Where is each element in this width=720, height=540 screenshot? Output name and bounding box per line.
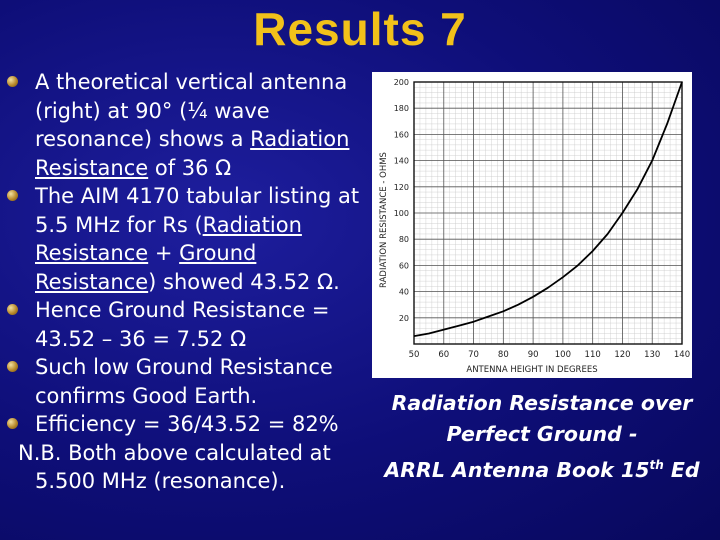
caption-line <box>372 450 712 486</box>
bullet-underlined-text: Radiation Resistance <box>35 127 350 180</box>
y-tick-label: 120 <box>393 182 409 192</box>
footnote-line: N.B. Both above calculated at <box>18 440 331 465</box>
x-tick-label: 70 <box>468 350 479 360</box>
bullet-item <box>0 296 370 353</box>
bullet-icon <box>7 304 18 315</box>
bullet-text: + <box>148 241 180 265</box>
bullet-item <box>0 353 370 410</box>
caption-superscript: th <box>649 458 664 472</box>
bullet-item <box>0 68 370 182</box>
y-tick-label: 60 <box>398 261 409 271</box>
x-tick-label: 90 <box>527 350 539 360</box>
bullet-text: ) showed 43.52 Ω. <box>148 269 340 294</box>
y-tick-label: 100 <box>393 209 409 218</box>
series-line <box>414 82 682 336</box>
x-tick-label: 140 <box>673 350 691 360</box>
y-tick-label: 20 <box>398 313 409 323</box>
caption-line: Radiation Resistance over <box>391 391 693 415</box>
radiation-resistance-chart <box>372 72 692 378</box>
caption-line: Perfect Ground - <box>446 422 638 446</box>
bullet-text: Hence Ground Resistance = 43.52 – 36 = 7.52 Ω <box>35 298 330 351</box>
y-tick-label: 160 <box>393 130 409 140</box>
y-tick-label: 200 <box>393 78 409 87</box>
bullet-list <box>0 68 370 496</box>
bullet-text: Efficiency = 36/43.52 = 82% <box>35 412 339 436</box>
x-tick-label: 110 <box>584 350 601 360</box>
chart-grid <box>414 82 682 344</box>
y-tick-label: 40 <box>398 287 409 297</box>
y-tick-label: 180 <box>393 104 409 114</box>
bullet-icon <box>7 418 18 429</box>
bullet-underlined-text: Radiation Resistance <box>35 212 302 265</box>
x-tick-label: 130 <box>644 350 661 360</box>
caption-text: Ed <box>663 457 700 482</box>
bullet-text: The AIM 4170 tabular listing at 5.5 MHz for Rs ( <box>35 184 360 237</box>
caption-text: ARRL Antenna Book 15 <box>384 457 650 482</box>
y-tick-label: 140 <box>393 156 409 166</box>
slide-title: Results 7 <box>253 3 467 55</box>
x-tick-label: 120 <box>614 350 631 360</box>
x-axis-label: ANTENNA HEIGHT IN DEGREES <box>466 365 598 375</box>
bullet-icon <box>7 76 18 87</box>
y-tick-label: 80 <box>398 235 409 245</box>
y-axis-label: RADIATION RESISTANCE - OHMS <box>379 152 389 288</box>
x-tick-label: 80 <box>497 350 509 360</box>
bullet-item <box>0 182 370 296</box>
x-tick-label: 100 <box>554 350 572 360</box>
bullet-underlined-text: Ground Resistance <box>35 241 257 294</box>
footnote-line: 5.500 MHz (resonance). <box>35 469 286 493</box>
footnote <box>0 439 370 496</box>
bullet-icon <box>7 361 18 372</box>
chart-series <box>414 82 682 336</box>
chart-image <box>372 72 692 378</box>
bullet-text: Such low Ground Resistance confirms Good Earth. <box>35 355 333 408</box>
bullet-item <box>0 410 370 439</box>
x-tick-label: 50 <box>408 350 420 360</box>
bullet-text: of 36 Ω <box>148 155 232 180</box>
bullet-text: A theoretical vertical antenna (right) at 90° (¼ wave resonance) shows a <box>35 70 348 151</box>
chart-caption <box>372 388 712 486</box>
x-tick-label: 60 <box>438 350 450 360</box>
bullet-icon <box>7 190 18 201</box>
